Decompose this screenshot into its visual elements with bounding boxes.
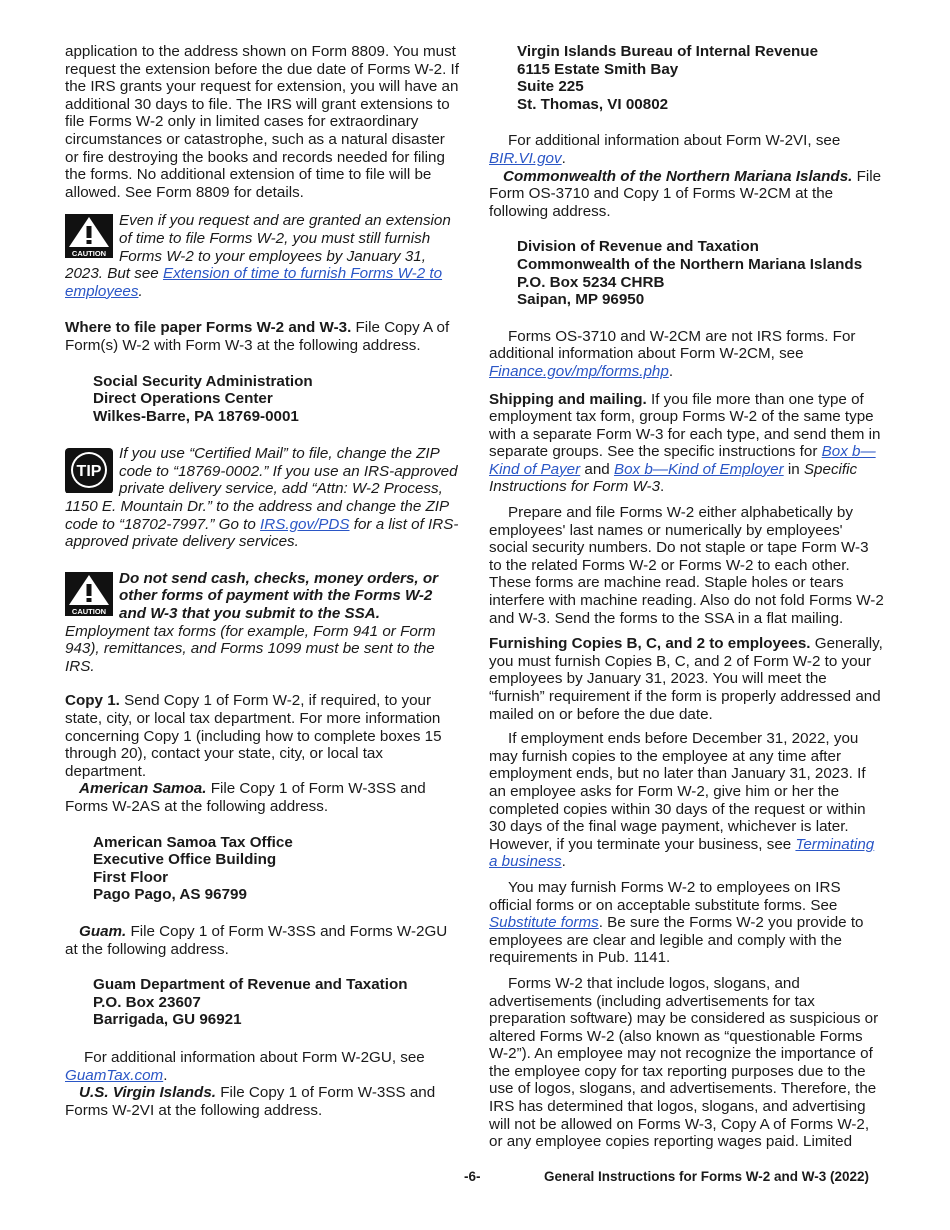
box-b-payer-link[interactable]: Box b—Kind of Payer [489,443,876,478]
finance-mp-link[interactable]: Finance.gov/mp/forms.php [489,362,669,380]
left-column [65,43,460,1119]
copy1-heading: Copy 1. [65,692,120,710]
vi-info-paragraph: For additional information about Form W-2VI, see BIR.VI.gov. [489,132,841,167]
usvi-heading: U.S. Virgin Islands. [79,1084,216,1102]
cnmi-heading: Commonwealth of the Northern Mariana Islands. [503,167,853,185]
furnish-irs-forms-paragraph: You may furnish Forms W-2 to employees on IRS official forms or on acceptable substitute forms. See Substitute forms. Be sure the Forms W-2 you provide to employees are clear and legible and comply with the requirements in Pub. 1141. [489,878,864,967]
copy1-paragraph: Copy 1. Send Copy 1 of Form W-2, if required, to your state, city, or local tax department. For more information concerning Copy 1 (including how to complete boxes 15 through 20), contact your state, city, or local tax department. [65,692,442,780]
furnishing-heading: Furnishing Copies B, C, and 2 to employees. [489,635,811,653]
caution-icon [65,572,113,616]
box-b-employer-link[interactable]: Box b—Kind of Employer [613,460,784,478]
usvi-paragraph: U.S. Virgin Islands. File Copy 1 of Form W-3SS and Forms W-2VI at the following address. [65,1084,436,1119]
extension-paragraph: application to the address shown on Form 8809. You must request the extension before the due date of Forms W-2. If the IRS grants your request for extension, you will have an additional 30 days to file. The IRS will grant extensions to file Forms W-2 only in limited cases for extraordinary circumstances or catastrophe, such as a natural disaster or fire destroying the books and records needed for filing the forms. No additional extension of time to file will be allowed. See Form 8809 for details. [65,43,459,201]
american-samoa-heading: American Samoa. [79,780,207,798]
caution-icon-label: CAUTION [71,249,107,259]
furnishing-paragraph: Furnishing Copies B, C, and 2 to employees. Generally, you must furnish Copies B, C, and 2 of Form W-2 to your employees by January 31, 2023. You will meet the “furnish” requirement if the form is properly addressed and mailed on or before the due date. [489,635,883,723]
cnmi-paragraph: Commonwealth of the Northern Mariana Islands. File Form OS-3710 and Copy 1 of Forms W-2CM at the following address. [489,167,882,220]
caution-icon-label: CAUTION [71,606,107,616]
shipping-paragraph: Shipping and mailing. If you file more than one type of employment tax form, group Forms W-2 of the same type with a separate Form W-3 for each type, and send them in separate groups. See the specific instructions for Box b—Kind of Payer and Box b—Kind of Employer in Specific Instructions for Form W-3. [489,390,881,496]
where-to-file-paragraph: Where to file paper Forms W-2 and W-3. File Copy A of Form(s) W-2 with Form W-3 at the following address. [65,319,450,354]
footer-title: General Instructions for Forms W-2 and W-3 (2022) [544,1169,870,1184]
page-number: -6- [464,1169,481,1184]
american-samoa-address: American Samoa Tax Office Executive Office Building First Floor Pago Pago, AS 96799 [93,833,293,904]
tip-note: TIP If you use “Certified Mail” to file, change the ZIP code to “18769-0002.” If you use an IRS-approved private delivery service, add “Attn: W-2 Process, 1150 E. Mountain Dr.” to the address and change the ZIP code to “18702-7997.” Go to IRS.gov/PDS for a list of IRS-approved private delivery services. [65,445,459,551]
cnmi-address: Division of Revenue and Taxation Commonwealth of the Northern Mariana Islands P.O. Box 5234 CHRB Saipan, MP 96950 [517,238,863,309]
caution-note-payments: CAUTION Do not send cash, checks, money orders, or other forms of payment with the Forms W-2 and W-3 that you submit to the SSA. Employment tax forms (for example, Form 941 or Form 943), remittances, and Forms 1099 must be sent to the IRS. [65,569,439,675]
caution-icon [65,214,113,258]
bir-vi-link[interactable]: BIR.VI.gov [489,149,562,167]
terminating-business-link[interactable]: Terminating a business [489,835,875,871]
shipping-heading: Shipping and mailing. [489,390,647,408]
logos-paragraph: Forms W-2 that include logos, slogans, and advertisements (including advertisements for tax preparation software) may be considered as suspicious or altered Forms W-2 (also known as “questionable Forms W-2”). An employee may not recognize the importance of the employee copy for tax reporting purposes due to the use of logos, slogans, and advertisements. Therefore, the IRS has determined that logos, slogans, and advertising will not be allowed on Forms W-3, Copy A of Forms W-2, or any employee copies reporting wages paid. Limited [489,974,879,1151]
guam-address: Guam Department of Revenue and Taxation P.O. Box 23607 Barrigada, GU 96921 [93,976,408,1029]
irs-pds-link[interactable]: IRS.gov/PDS [260,515,350,533]
caution-note-extension: CAUTION Even if you request and are granted an extension of time to file Forms W-2, you must still furnish Forms W-2 to your employees by January 31, 2023. But see Extension of time to furnish Forms W-2 to employees. [65,212,451,300]
guam-heading: Guam. [79,922,127,940]
virgin-islands-address: Virgin Islands Bureau of Internal Revenue 6115 Estate Smith Bay Suite 225 St. Thomas, VI 00802 [517,43,819,113]
employment-ends-paragraph: If employment ends before December 31, 2022, you may furnish copies to the employee at any time after employment ends, but no later than January 31, 2023. If an employee asks for Form W-2, give him or her the completed copies within 30 days of the request or within 30 days of the final wage payment, whichever is later. However, if you terminate your business, see Terminating a business. [489,730,875,871]
prepare-paragraph: Prepare and file Forms W-2 either alphabetically by employees' last names or numerically by employees' social security numbers. Do not staple or tape Form W-3 to the related Forms W-2 or Forms W-2 to each other. These forms are machine read. Staple holes or tears interfere with machine reading. Also do not fold Forms W-2 and W-3. Send the forms to the SSA in a flat mailing. [489,504,884,627]
tip-icon [65,447,113,493]
guam-info-paragraph: For additional information about Form W-2GU, see GuamTax.com. [65,1048,425,1084]
guam-paragraph: Guam. File Copy 1 of Form W-3SS and Forms W-2GU at the following address. [65,922,448,958]
extension-furnish-link[interactable]: Extension of time to furnish Forms W-2 to employees [65,265,443,300]
right-column [489,43,885,1151]
substitute-forms-link[interactable]: Substitute forms [489,914,599,932]
guamtax-link[interactable]: GuamTax.com [65,1066,164,1084]
where-to-file-heading: Where to file paper Forms W-2 and W-3. [65,319,352,337]
ssa-address: Social Security Administration Direct Operations Center Wilkes-Barre, PA 18769-0001 [93,372,313,425]
cnmi-info-paragraph: Forms OS-3710 and W-2CM are not IRS forms. For additional information about Form W-2CM, see Finance.gov/mp/forms.php. [489,327,856,380]
american-samoa-paragraph: American Samoa. File Copy 1 of Form W-3SS and Forms W-2AS at the following address. [65,780,426,815]
tip-icon-label: TIP [76,463,102,481]
